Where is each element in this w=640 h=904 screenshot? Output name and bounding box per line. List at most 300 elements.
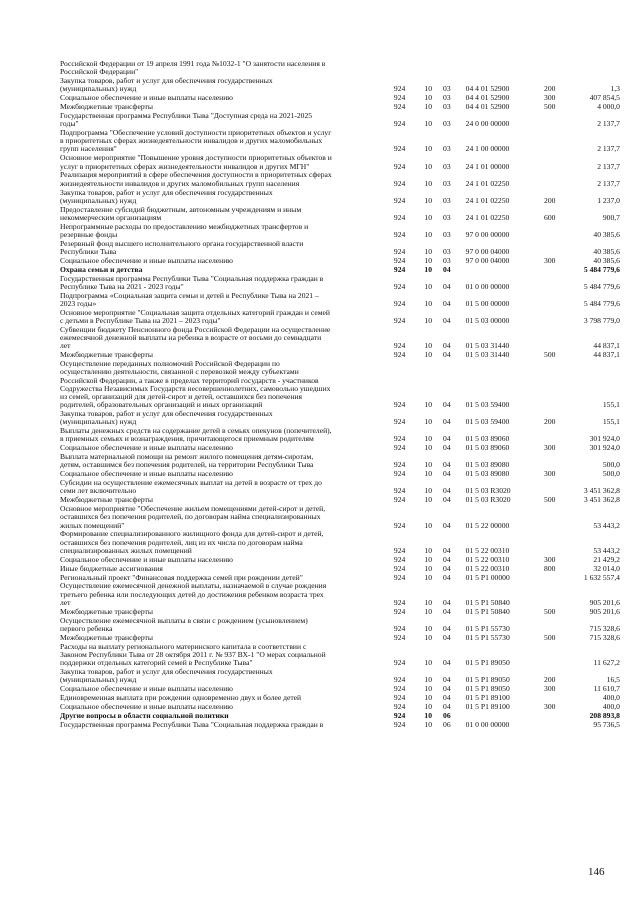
row-name: Субвенции бюджету Пенсионного фонда Российской Федерации на осуществление ежемесячной денежной выплаты на ребенка в возрасте от восьми до семнадцати лет xyxy=(60,324,331,351)
row-subsection-code: 04 xyxy=(443,563,451,573)
row-name: Предоставление субсидий бюджетным, автономным учреждениям и иным некоммерческим организациям xyxy=(60,204,302,222)
row-name: Реализация мероприятий в сфере обеспечения доступности в приоритетных сферах жизнедеятельности инвалидов и других маломобильных групп населения xyxy=(60,170,332,188)
row-target-code: 01 5 03 59400 xyxy=(465,400,510,410)
row-target-code: 01 5 P1 50840 xyxy=(465,606,510,616)
row-subsection-code: 03 xyxy=(443,144,451,154)
row-target-code: 01 5 22 00000 xyxy=(465,520,510,530)
row-subsection-code: 04 xyxy=(443,554,451,564)
row-target-code: 01 5 P1 55730 xyxy=(465,623,510,633)
row-expense-type: 500 xyxy=(544,102,556,112)
table-row xyxy=(60,360,620,409)
row-name: Охрана семьи и детства xyxy=(60,264,143,274)
row-target-code: 24 1 01 00000 xyxy=(465,161,510,171)
row-expense-type: 300 xyxy=(544,683,556,693)
row-expense-type: 200 xyxy=(544,675,556,685)
row-subsection-code: 04 xyxy=(443,400,451,410)
table-row xyxy=(60,60,620,76)
row-gr-code: 924 xyxy=(393,606,406,616)
row-target-code: 01 5 03 00000 xyxy=(465,316,510,326)
row-amount: 208 893,8 xyxy=(589,710,620,720)
row-expense-type: 300 xyxy=(544,469,556,479)
row-expense-type: 300 xyxy=(544,443,556,453)
row-section-code: 10 xyxy=(424,316,432,326)
row-name: Закупка товаров, работ и услуг для обеспечения государственных (муниципальных) нужд xyxy=(60,76,273,94)
row-name: Государственная программа Республики Тыва "Доступная среда на 2021-2025 годы" xyxy=(60,110,313,129)
row-expense-type: 500 xyxy=(544,606,556,616)
row-section-code: 10 xyxy=(424,400,432,410)
row-expense-type: 200 xyxy=(544,417,556,427)
row-gr-code: 924 xyxy=(393,623,406,633)
row-subsection-code: 04 xyxy=(443,675,451,685)
table-row xyxy=(60,608,620,616)
row-name: Осуществление ежемесячной выплаты в связи с рождением (усыновлением) первого ребенка xyxy=(60,615,308,633)
row-target-code: 01 5 P1 89100 xyxy=(465,701,510,711)
row-name: Закупка товаров, работ и услуг для обеспечения государственных (муниципальных) нужд xyxy=(60,666,273,685)
row-name: Расходы на выплату регионального материнского капитала в соответствии с Законом Республики Тыва от 28 октября 2011 г. № 937 ВХ-1 "О мерах социальной поддержки отдельных категорий семей в Республике Тыва" xyxy=(60,641,326,667)
row-amount: 44 837,1 xyxy=(593,341,620,351)
row-subsection-code: 04 xyxy=(443,486,451,496)
row-gr-code: 924 xyxy=(393,341,406,351)
row-section-code: 10 xyxy=(424,520,432,530)
row-amount: 11 627,2 xyxy=(593,657,620,667)
row-expense-type: 300 xyxy=(544,554,556,564)
row-amount: 400,0 xyxy=(602,701,620,711)
row-gr-code: 924 xyxy=(393,572,406,582)
table-row xyxy=(60,634,620,642)
row-gr-code: 924 xyxy=(393,683,406,693)
row-name: Непрограммные расходы по предоставлению межбюджетных трансфертов и резервные фонды xyxy=(60,221,309,239)
row-target-code: 01 5 P1 89100 xyxy=(465,692,510,702)
row-subsection-code: 04 xyxy=(443,657,451,667)
row-name: Закупка товаров, работ и услуг для обеспечения государственных (муниципальных) нужд xyxy=(60,409,273,427)
row-section-code: 10 xyxy=(424,212,432,222)
row-section-code: 10 xyxy=(424,84,432,94)
row-target-code: 01 5 03 89060 xyxy=(465,443,510,453)
row-target-code: 97 0 00 00000 xyxy=(465,229,510,239)
row-name: Выплата материальной помощи на ремонт жилого помещения детям-сиротам, детям, оставшимся без попечения родителей, на территории Республики Тыва xyxy=(60,452,314,470)
row-gr-code: 924 xyxy=(393,264,406,274)
table-row xyxy=(60,582,620,607)
row-amount: 1,3 xyxy=(610,84,620,94)
table-row xyxy=(60,129,620,154)
row-target-code: 01 5 P1 50840 xyxy=(465,597,510,607)
row-target-code: 01 5 03 31440 xyxy=(465,350,510,360)
table-row xyxy=(60,189,620,205)
row-target-code: 24 1 01 02250 xyxy=(465,178,510,188)
row-subsection-code: 03 xyxy=(443,119,451,129)
row-target-code: 01 5 03 R3020 xyxy=(465,495,511,505)
row-target-code: 01 5 P1 55730 xyxy=(465,632,510,642)
row-section-code: 10 xyxy=(424,657,432,667)
row-amount: 2 137,7 xyxy=(597,144,620,154)
row-section-code: 10 xyxy=(424,443,432,453)
row-target-code: 01 5 P1 89050 xyxy=(465,657,510,667)
row-name: Иные бюджетные ассигнования xyxy=(60,563,163,573)
row-subsection-code: 04 xyxy=(443,299,451,308)
row-amount: 5 484 779,6 xyxy=(583,299,620,308)
row-gr-code: 924 xyxy=(393,692,406,702)
row-amount: 32 014,0 xyxy=(593,563,620,573)
table-row xyxy=(60,694,620,702)
page-number: 146 xyxy=(588,866,605,878)
row-gr-code: 924 xyxy=(393,299,406,308)
row-target-code: 01 0 00 00000 xyxy=(465,281,510,291)
row-gr-code: 924 xyxy=(393,212,406,222)
row-target-code: 24 1 01 02250 xyxy=(465,195,510,205)
row-target-code: 01 5 22 00310 xyxy=(465,545,510,555)
table-row xyxy=(60,275,620,291)
row-amount: 155,1 xyxy=(602,400,620,410)
row-section-code: 10 xyxy=(424,102,432,112)
row-name: Государственная программа Республики Тыва "Социальная поддержка граждан в Республике Тыва на 2021 - 2023 годы" xyxy=(60,273,324,291)
row-section-code: 10 xyxy=(424,229,432,239)
row-expense-type: 600 xyxy=(544,212,556,222)
row-gr-code: 924 xyxy=(393,495,406,505)
row-amount: 2 137,7 xyxy=(597,119,620,129)
row-subsection-code: 06 xyxy=(443,710,451,720)
row-amount: 301 924,0 xyxy=(589,443,620,453)
row-section-code: 10 xyxy=(424,178,432,188)
row-gr-code: 924 xyxy=(393,675,406,685)
row-gr-code: 924 xyxy=(393,93,406,103)
row-subsection-code: 03 xyxy=(443,93,451,103)
row-subsection-code: 03 xyxy=(443,212,451,222)
row-gr-code: 924 xyxy=(393,84,406,94)
row-subsection-code: 03 xyxy=(443,247,451,257)
row-name: Межбюджетные трансферты xyxy=(60,606,153,616)
row-subsection-code: 04 xyxy=(443,495,451,505)
row-name: Региональный проект "Финансовая поддержка семей при рождении детей" xyxy=(60,572,303,582)
row-subsection-code: 04 xyxy=(443,701,451,711)
row-section-code: 10 xyxy=(424,710,432,720)
row-subsection-code: 04 xyxy=(443,316,451,326)
row-amount: 53 443,2 xyxy=(593,520,620,530)
row-amount: 715 328,6 xyxy=(589,623,620,633)
row-subsection-code: 04 xyxy=(443,692,451,702)
row-amount: 1 632 557,4 xyxy=(583,572,620,582)
row-target-code: 97 0 00 04000 xyxy=(465,255,510,265)
row-section-code: 10 xyxy=(424,417,432,427)
table-row xyxy=(60,240,620,256)
row-target-code: 01 5 P1 89050 xyxy=(465,675,510,685)
row-gr-code: 924 xyxy=(393,563,406,573)
row-name: Межбюджетные трансферты xyxy=(60,350,153,360)
table-row xyxy=(60,112,620,128)
table-row xyxy=(60,266,620,274)
row-subsection-code: 04 xyxy=(443,545,451,555)
row-name: Социальное обеспечение и иные выплаты населению xyxy=(60,469,233,479)
table-row xyxy=(60,257,620,265)
row-target-code: 04 4 01 52900 xyxy=(465,102,510,112)
row-subsection-code: 04 xyxy=(443,623,451,633)
row-subsection-code: 03 xyxy=(443,178,451,188)
row-target-code: 24 1 00 00000 xyxy=(465,144,510,154)
row-expense-type: 500 xyxy=(544,350,556,360)
row-amount: 44 837,1 xyxy=(593,350,620,360)
row-section-code: 10 xyxy=(424,144,432,154)
row-name: Подпрограмма «Социальная защита семьи и детей в Республике Тыва на 2021 – 2023 годы» xyxy=(60,290,319,308)
row-subsection-code: 04 xyxy=(443,417,451,427)
row-amount: 3 451 362,8 xyxy=(583,486,620,496)
table-row xyxy=(60,643,620,668)
row-subsection-code: 04 xyxy=(443,460,451,470)
row-target-code: 01 5 03 31440 xyxy=(465,341,510,351)
row-target-code: 01 5 03 89080 xyxy=(465,469,510,479)
row-subsection-code: 04 xyxy=(443,520,451,530)
row-section-code: 10 xyxy=(424,623,432,633)
row-section-code: 10 xyxy=(424,692,432,702)
row-subsection-code: 04 xyxy=(443,434,451,444)
row-gr-code: 924 xyxy=(393,719,406,729)
row-subsection-code: 04 xyxy=(443,350,451,360)
row-section-code: 10 xyxy=(424,93,432,103)
row-name: Выплаты денежных средств на содержание детей в семьях опекунов (попечителей), в приемных семьях и вознаграждения, причитающегося приемным родителям xyxy=(60,426,332,444)
row-gr-code: 924 xyxy=(393,520,406,530)
row-gr-code: 924 xyxy=(393,229,406,239)
row-amount: 11 610,7 xyxy=(593,683,620,693)
row-expense-type: 800 xyxy=(544,563,556,573)
row-subsection-code: 04 xyxy=(443,597,451,607)
row-gr-code: 924 xyxy=(393,161,406,171)
row-section-code: 10 xyxy=(424,486,432,496)
table-row xyxy=(60,617,620,633)
table-row xyxy=(60,453,620,469)
row-name: Межбюджетные трансферты xyxy=(60,495,153,505)
row-section-code: 10 xyxy=(424,255,432,265)
row-gr-code: 924 xyxy=(393,255,406,265)
row-amount: 301 924,0 xyxy=(589,434,620,444)
row-amount: 3 451 362,8 xyxy=(583,495,620,505)
table-row xyxy=(60,703,620,711)
row-target-code: 04 4 01 52900 xyxy=(465,84,510,94)
row-expense-type: 200 xyxy=(544,195,556,205)
row-subsection-code: 03 xyxy=(443,84,451,94)
row-name: Социальное обеспечение и иные выплаты населению xyxy=(60,554,233,564)
table-row xyxy=(60,171,620,187)
row-gr-code: 924 xyxy=(393,350,406,360)
row-amount: 40 385,6 xyxy=(593,229,620,239)
row-amount: 905 201,6 xyxy=(589,597,620,607)
row-name: Другие вопросы в области социальной политики xyxy=(60,710,229,720)
table-row xyxy=(60,206,620,222)
table-row xyxy=(60,154,620,170)
row-expense-type: 200 xyxy=(544,84,556,94)
row-subsection-code: 04 xyxy=(443,683,451,693)
table-row xyxy=(60,556,620,564)
row-amount: 400,0 xyxy=(602,692,620,702)
row-name: Межбюджетные трансферты xyxy=(60,632,153,642)
row-name: Российской Федерации от 19 апреля 1991 года №1032-1 "О занятости населения в Российской Федерации" xyxy=(60,59,326,77)
row-name: Единовременная выплата при рождении одновременно двух и более детей xyxy=(60,692,302,702)
row-name: Государственная программа Республики Тыва "Социальная поддержка граждан в xyxy=(60,719,324,729)
row-amount: 2 137,7 xyxy=(597,161,620,171)
row-section-code: 10 xyxy=(424,572,432,582)
table-row xyxy=(60,309,620,325)
row-amount: 40 385,6 xyxy=(593,247,620,257)
row-subsection-code: 04 xyxy=(443,632,451,642)
row-section-code: 10 xyxy=(424,495,432,505)
row-gr-code: 924 xyxy=(393,195,406,205)
row-name: Межбюджетные трансферты xyxy=(60,102,153,112)
row-gr-code: 924 xyxy=(393,486,406,496)
table-row xyxy=(60,427,620,443)
row-amount: 53 443,2 xyxy=(593,545,620,555)
row-subsection-code: 04 xyxy=(443,264,451,274)
row-name: Субсидии на осуществление ежемесячных выплат на детей в возрасте от трех до семи лет включительно xyxy=(60,478,322,496)
row-section-code: 10 xyxy=(424,161,432,171)
row-gr-code: 924 xyxy=(393,119,406,129)
row-section-code: 10 xyxy=(424,434,432,444)
row-section-code: 10 xyxy=(424,341,432,351)
row-name: Социальное обеспечение и иные выплаты населению xyxy=(60,701,233,711)
row-amount: 16,5 xyxy=(606,675,620,685)
row-gr-code: 924 xyxy=(393,701,406,711)
table-row xyxy=(60,685,620,693)
row-target-code: 01 5 03 59400 xyxy=(465,417,510,427)
row-amount: 3 798 779,0 xyxy=(583,316,620,326)
row-section-code: 10 xyxy=(424,119,432,129)
row-gr-code: 924 xyxy=(393,178,406,188)
row-name: Основное мероприятие "Обеспечение жильем помещениями детей-сирот и детей, оставшихся без попечения родителей, по договорам найма специализированных жилых помещений" xyxy=(60,504,326,530)
row-amount: 1 237,0 xyxy=(597,195,620,205)
row-amount: 95 736,5 xyxy=(593,719,620,729)
row-gr-code: 924 xyxy=(393,281,406,291)
row-section-code: 10 xyxy=(424,350,432,360)
row-gr-code: 924 xyxy=(393,545,406,555)
row-section-code: 10 xyxy=(424,597,432,607)
row-gr-code: 924 xyxy=(393,597,406,607)
row-target-code: 01 5 03 R3020 xyxy=(465,486,511,496)
row-target-code: 01 5 22 00310 xyxy=(465,563,510,573)
row-amount: 500,0 xyxy=(602,469,620,479)
table-row xyxy=(60,721,620,729)
row-gr-code: 924 xyxy=(393,316,406,326)
row-expense-type: 300 xyxy=(544,93,556,103)
row-target-code: 97 0 00 04000 xyxy=(465,247,510,257)
row-section-code: 10 xyxy=(424,606,432,616)
row-target-code: 01 5 22 00310 xyxy=(465,554,510,564)
row-section-code: 10 xyxy=(424,281,432,291)
row-target-code: 01 5 03 89060 xyxy=(465,434,510,444)
table-row xyxy=(60,326,620,351)
row-expense-type: 300 xyxy=(544,255,556,265)
row-amount: 2 137,7 xyxy=(597,178,620,188)
row-section-code: 10 xyxy=(424,563,432,573)
row-subsection-code: 04 xyxy=(443,341,451,351)
row-amount: 407 854,5 xyxy=(589,93,620,103)
row-name: Подпрограмма "Обеспечение условий доступности приоритетных объектов и услуг в приоритетных сферах жизнедеятельности инвалидов и других маломобильных групп населения" xyxy=(60,128,332,154)
row-gr-code: 924 xyxy=(393,144,406,154)
row-subsection-code: 04 xyxy=(443,469,451,479)
row-target-code: 01 5 P1 89050 xyxy=(465,683,510,693)
row-gr-code: 924 xyxy=(393,460,406,470)
row-gr-code: 924 xyxy=(393,417,406,427)
row-expense-type: 300 xyxy=(544,701,556,711)
table-row xyxy=(60,712,620,720)
table-row xyxy=(60,505,620,530)
row-subsection-code: 04 xyxy=(443,443,451,453)
row-amount: 40 385,6 xyxy=(593,255,620,265)
row-name: Социальное обеспечение и иные выплаты населению xyxy=(60,443,233,453)
row-amount: 155,1 xyxy=(602,417,620,427)
row-target-code: 01 5 00 00000 xyxy=(465,299,510,308)
row-target-code: 04 4 01 52900 xyxy=(465,93,510,103)
table-row xyxy=(60,77,620,93)
row-target-code: 01 0 00 00000 xyxy=(465,719,510,729)
row-gr-code: 924 xyxy=(393,443,406,453)
row-subsection-code: 04 xyxy=(443,606,451,616)
row-gr-code: 924 xyxy=(393,710,406,720)
row-subsection-code: 06 xyxy=(443,719,451,729)
row-target-code: 01 5 03 89080 xyxy=(465,460,510,470)
row-amount: 5 484 779,6 xyxy=(583,281,620,291)
row-name: Социальное обеспечение и иные выплаты населению xyxy=(60,93,233,103)
row-gr-code: 924 xyxy=(393,400,406,410)
row-gr-code: 924 xyxy=(393,554,406,564)
row-subsection-code: 03 xyxy=(443,161,451,171)
row-name: Социальное обеспечение и иные выплаты населению xyxy=(60,683,233,693)
row-section-code: 10 xyxy=(424,632,432,642)
row-section-code: 10 xyxy=(424,247,432,257)
row-target-code: 24 1 01 02250 xyxy=(465,212,510,222)
row-subsection-code: 03 xyxy=(443,229,451,239)
row-subsection-code: 03 xyxy=(443,102,451,112)
table-row xyxy=(60,410,620,426)
row-amount: 715 328,6 xyxy=(589,632,620,642)
row-name: Резервный фонд высшего исполнительного органа государственной власти Республики Тыва xyxy=(60,238,304,257)
row-section-code: 10 xyxy=(424,299,432,308)
row-name: Осуществление ежемесячной денежной выплаты, назначаемой в случае рождения третьего ребенка или последующих детей до достижения ребенком возраста трех лет xyxy=(60,581,327,607)
row-name: Основное мероприятие "Социальная защита отдельных категорий граждан и семей с детьми в Республике Тыва на 2021 – 2023 годы" xyxy=(60,307,330,326)
row-section-code: 10 xyxy=(424,460,432,470)
row-name: Формирование специализированного жилищного фонда для детей-сирот и детей, оставшихся без попечения родителей, лиц из их числа по договорам найма специализированных жилых помещений xyxy=(60,529,324,555)
row-subsection-code: 04 xyxy=(443,572,451,582)
budget-table xyxy=(60,60,620,729)
row-subsection-code: 03 xyxy=(443,255,451,265)
table-row xyxy=(60,292,620,308)
row-gr-code: 924 xyxy=(393,247,406,257)
table-row xyxy=(60,479,620,495)
row-amount: 900,7 xyxy=(602,212,620,222)
row-name: Осуществление переданных полномочий Российской Федерации по осуществлению деятельности, связанной с перевозкой между субъектами Российской Федерации, а также в пределах территорий государств - участников Содружества Независимых Государств несовершеннолетних, самовольно ушедших из семей, организаций для детей-сирот и детей, оставшихся без попечения родителей, образовательных организаций и иных организаций xyxy=(60,359,331,410)
table-row xyxy=(60,530,620,555)
row-expense-type: 500 xyxy=(544,632,556,642)
row-name: Основное мероприятие "Повышение уровня доступности приоритетных объектов и услуг в приоритетных сферах жизнедеятельности инвалидов и других МГН" xyxy=(60,153,332,171)
row-amount: 905 201,6 xyxy=(589,606,620,616)
row-subsection-code: 03 xyxy=(443,195,451,205)
row-gr-code: 924 xyxy=(393,632,406,642)
row-amount: 500,0 xyxy=(602,460,620,470)
row-subsection-code: 04 xyxy=(443,281,451,291)
row-gr-code: 924 xyxy=(393,469,406,479)
row-amount: 5 484 779,6 xyxy=(583,264,620,274)
row-name: Социальное обеспечение и иные выплаты населению xyxy=(60,255,233,265)
row-section-code: 10 xyxy=(424,701,432,711)
row-section-code: 10 xyxy=(424,264,432,274)
row-name: Закупка товаров, работ и услуг для обеспечения государственных (муниципальных) нужд xyxy=(60,187,273,205)
table-row xyxy=(60,223,620,239)
row-gr-code: 924 xyxy=(393,102,406,112)
row-section-code: 10 xyxy=(424,469,432,479)
table-row xyxy=(60,565,620,573)
row-section-code: 10 xyxy=(424,719,432,729)
row-section-code: 10 xyxy=(424,683,432,693)
row-section-code: 10 xyxy=(424,195,432,205)
row-section-code: 10 xyxy=(424,675,432,685)
row-amount: 21 429,2 xyxy=(593,554,620,564)
row-gr-code: 924 xyxy=(393,434,406,444)
table-row xyxy=(60,668,620,684)
